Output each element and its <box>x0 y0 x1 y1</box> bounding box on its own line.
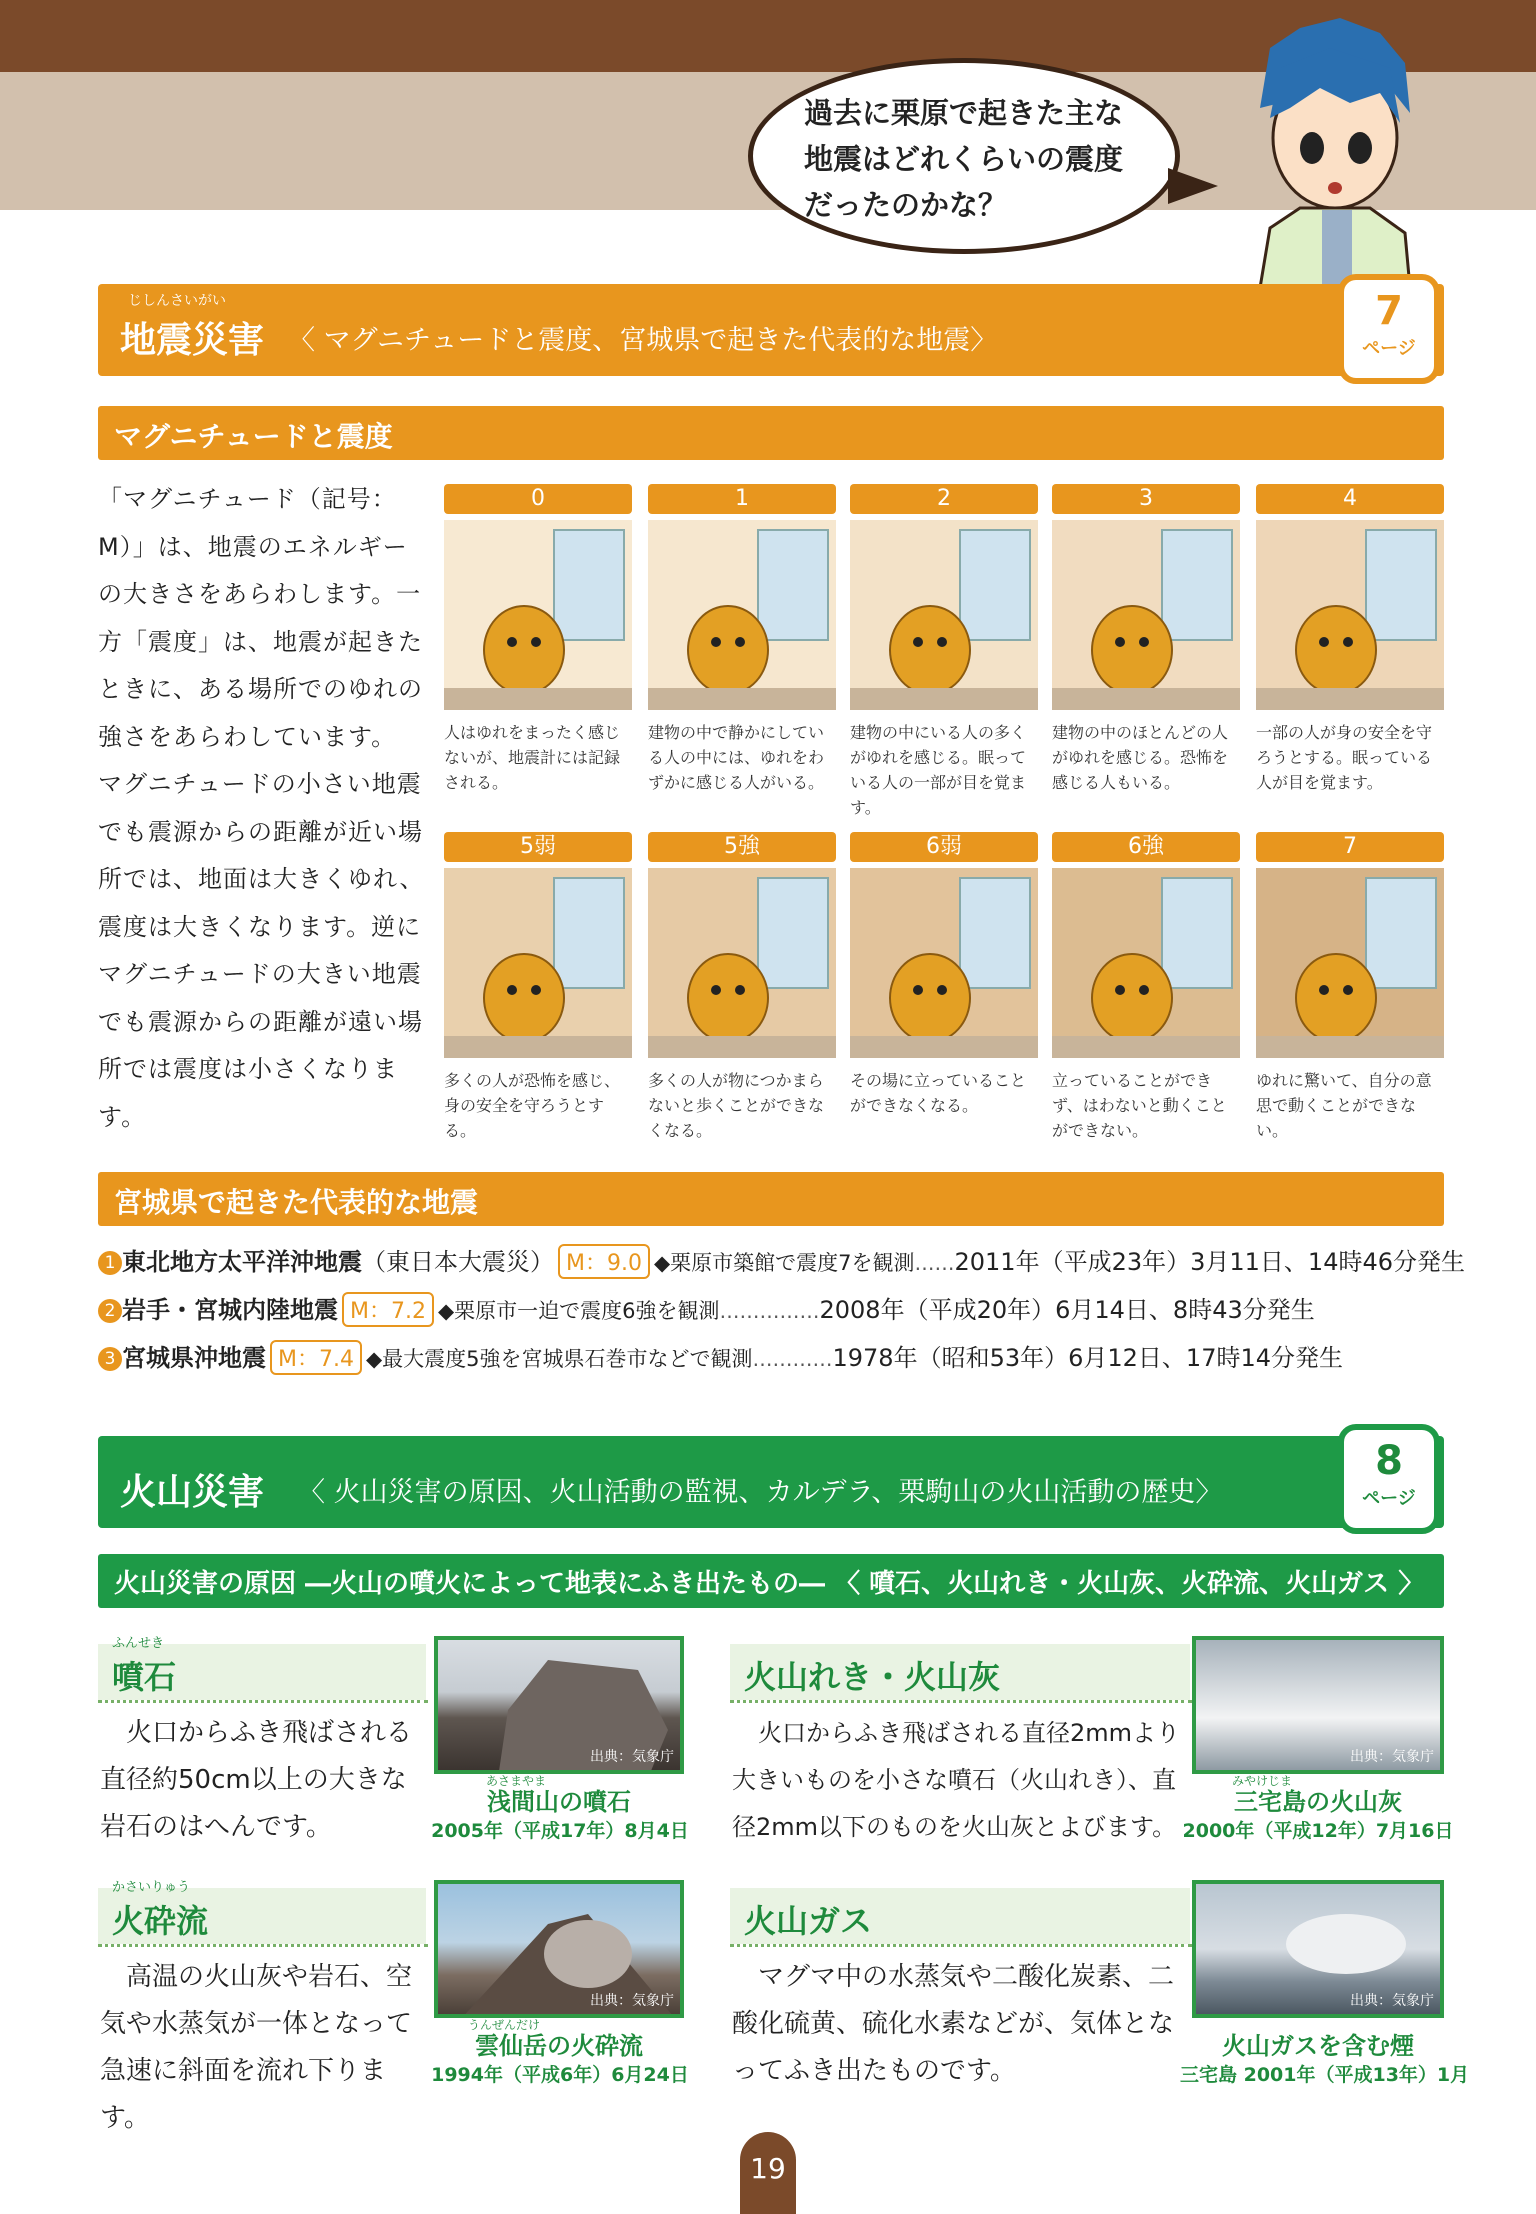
volcano-section-bar <box>98 1436 1444 1528</box>
intensity-description: 立っていることができず、はわないと動くことができない。 <box>1052 1071 1227 1140</box>
quake-magnitude: M：7.4 <box>270 1340 362 1375</box>
intensity-level-label: 7 <box>1256 832 1444 862</box>
quake-note: ◆最大震度5強を宮城県石巻市などで観測 <box>365 1347 753 1371</box>
speech-bubble-tail <box>1168 168 1218 204</box>
page-ref-label: ページ <box>1362 1488 1416 1509</box>
card-text-kasairyu: 高温の火山灰や岩石、空気や水蒸気が一体となって急速に斜面を流れ下ります。 <box>100 1962 413 2133</box>
magnitude-intro-text: 「マグニチュード（記号：M）」は、地震のエネルギーの大きさをあらわします。一方「震度」は、地震が起きたときに、ある場所でのゆれの強さをあらわしています。 マグニチュードの小さい地震でも震源からの距離が近い場所では、地面は大きくゆれ、震度は大きくなります。逆にマグニチュードの大きい地震でも震源からの距離が遠い場所では震度は小さくなります。 <box>98 485 425 1131</box>
earthquake-section-bar <box>98 284 1444 376</box>
quake-magnitude: M：9.0 <box>558 1244 650 1279</box>
quake-magnitude: M：7.2 <box>342 1292 434 1327</box>
magnitude-subsection-bar: マグニチュードと震度 <box>98 406 1444 460</box>
card-title-text: 火砕流 <box>112 1902 209 1940</box>
intensity-level-label: 1 <box>648 484 836 514</box>
intensity-description: 建物の中で静かにしている人の中には、ゆれをわずかに感じる人がいる。 <box>648 723 825 792</box>
speech-line-1: 過去に栗原で起きた主な <box>804 96 1124 130</box>
quake-row <box>98 1290 1315 1327</box>
card-divider <box>730 1944 1192 1947</box>
photo-credit: 出典：気象庁 <box>1350 1749 1434 1765</box>
quake-date: 2011年（平成23年）3月11日、14時46分発生 <box>954 1248 1466 1276</box>
card-divider <box>98 1944 428 1947</box>
date-funseki: 2005年（平成17年）8月4日 <box>431 1820 689 1842</box>
photo-gas <box>1192 1880 1444 2018</box>
speech-line-2: 地震はどれくらいの震度 <box>804 142 1124 176</box>
quake-note: ◆栗原市築館で震度7を観測 <box>653 1251 915 1275</box>
date-kasairyu: 1994年（平成6年）6月24日 <box>431 2064 689 2086</box>
card-ruby-funseki: ふんせき <box>112 1636 165 1651</box>
photo-credit: 出典：気象庁 <box>590 1749 674 1765</box>
intensity-description: 建物の中のほとんどの人がゆれを感じる。恐怖を感じる人もいる。 <box>1052 723 1229 792</box>
page-ref-number: 7 <box>1375 288 1403 334</box>
page-ref-7[interactable] <box>1338 274 1440 384</box>
card-text-reki: 火口からふき飛ばされる直径2mmより大きいものを小さな噴石（火山れき）、直径2mm以下のものを火山灰とよびます。 <box>732 1719 1181 1841</box>
intensity-illustration <box>1256 520 1444 710</box>
intensity-illustration <box>1256 868 1444 1058</box>
caption-ruby-funseki: あさまやま <box>486 1774 547 1788</box>
intensity-level-label: 0 <box>444 484 632 514</box>
quake-number: 2 <box>98 1299 122 1323</box>
quake-number: 1 <box>98 1251 122 1275</box>
card-title-text: 火山ガス <box>744 1902 873 1940</box>
quake-date: 2008年（平成20年）6月14日、8時43分発生 <box>819 1296 1315 1324</box>
date-gas: 三宅島 2001年（平成13年）1月 <box>1180 2064 1470 2086</box>
caption-ruby-reki: みやけじま <box>1232 1774 1293 1788</box>
quake-date: 1978年（昭和53年）6月12日、17時14分発生 <box>832 1344 1344 1372</box>
quake-alias: （東日本大震災） <box>362 1248 554 1276</box>
quake-dots: ………… <box>752 1347 833 1371</box>
card-title-text: 噴石 <box>112 1658 177 1696</box>
intensity-description: 建物の中にいる人の多くがゆれを感じる。眠っている人の一部が目を覚ます。 <box>850 723 1027 817</box>
card-divider <box>730 1700 1192 1703</box>
page-number: 19 <box>740 2132 796 2214</box>
page-ref-number: 8 <box>1375 1438 1403 1484</box>
card-title-gas <box>730 1888 1190 1944</box>
card-text-gas: マグマ中の水蒸気や二酸化炭素、二酸化硫黄、硫化水素などが、気体となってふき出たものです。 <box>732 1962 1175 2086</box>
card-ruby-kasairyu: かさいりゅう <box>112 1880 191 1895</box>
intensity-description: 多くの人が物につかまらないと歩くことができなくなる。 <box>648 1071 825 1140</box>
intensity-illustration <box>444 868 632 1058</box>
quake-name: 岩手・宮城内陸地震 <box>122 1296 338 1324</box>
intensity-description: ゆれに驚いて、自分の意思で動くことができない。 <box>1256 1071 1432 1140</box>
intensity-level-label: 6強 <box>1052 832 1240 862</box>
intensity-cell <box>648 484 836 795</box>
quake-number: 3 <box>98 1347 122 1371</box>
intensity-cell <box>1256 484 1444 795</box>
caption-gas: 火山ガスを含む煙 <box>1222 2032 1414 2060</box>
boy-character-illustration <box>1240 18 1420 288</box>
intensity-cell <box>1052 832 1240 1143</box>
card-title-funseki <box>98 1644 426 1700</box>
intensity-cell <box>1256 832 1444 1143</box>
intensity-level-label: 4 <box>1256 484 1444 514</box>
intensity-level-label: 5弱 <box>444 832 632 862</box>
intensity-level-label: 3 <box>1052 484 1240 514</box>
intensity-illustration <box>648 868 836 1058</box>
page-ref-8[interactable] <box>1338 1424 1440 1534</box>
intensity-cell <box>1052 484 1240 795</box>
card-text-funseki: 火口からふき飛ばされる直径約50cm以上の大きな岩石のはへんです。 <box>100 1718 413 1842</box>
volcano-section-subtitle: 〈 火山災害の原因、火山活動の監視、カルデラ、栗駒山の火山活動の歴史〉 <box>298 1477 1223 1508</box>
quake-row <box>98 1242 1465 1279</box>
speech-line-3: だったのかな？ <box>804 188 1008 222</box>
quake-note: ◆栗原市一迫で震度6強を観測 <box>437 1299 720 1323</box>
card-divider <box>98 1700 428 1703</box>
date-reki: 2000年（平成12年）7月16日 <box>1182 1820 1454 1842</box>
page-ref-label: ページ <box>1362 338 1416 359</box>
intensity-description: 一部の人が身の安全を守ろうとする。眠っている人が目を覚ます。 <box>1256 723 1433 792</box>
earthquake-section-subtitle: 〈 マグニチュードと震度、宮城県で起きた代表的な地震〉 <box>288 325 998 356</box>
photo-kasairyu <box>434 1880 684 2018</box>
card-title-reki <box>730 1644 1190 1700</box>
card-title-text: 火山れき・火山灰 <box>744 1658 1001 1696</box>
quake-name: 宮城県沖地震 <box>122 1344 266 1372</box>
speech-text <box>804 90 1144 228</box>
intensity-level-label: 6弱 <box>850 832 1038 862</box>
intensity-illustration <box>648 520 836 710</box>
quake-dots: …………… <box>719 1299 820 1323</box>
intensity-description: 多くの人が恐怖を感じ、身の安全を守ろうとする。 <box>444 1071 621 1140</box>
photo-funseki <box>434 1636 684 1774</box>
intensity-description: その場に立っていることができなくなる。 <box>850 1071 1027 1115</box>
intensity-illustration <box>850 520 1038 710</box>
caption-reki: 三宅島の火山灰 <box>1234 1788 1402 1816</box>
card-title-kasairyu <box>98 1888 426 1944</box>
intensity-cell <box>850 832 1038 1118</box>
intensity-illustration <box>850 868 1038 1058</box>
quake-name: 東北地方太平洋沖地震 <box>122 1248 362 1276</box>
section-title-ruby: じしんさいがい <box>128 293 226 309</box>
intensity-level-label: 5強 <box>648 832 836 862</box>
intensity-level-label: 2 <box>850 484 1038 514</box>
intensity-cell <box>648 832 836 1143</box>
intensity-cell <box>444 484 632 795</box>
intensity-cell <box>444 832 632 1143</box>
volcano-cause-bar: 火山災害の原因 ―火山の噴火によって地表にふき出たもの― 〈 噴石、火山れき・火山灰、火砕流、火山ガス 〉 <box>98 1554 1444 1608</box>
intensity-cell <box>850 484 1038 820</box>
intensity-illustration <box>1052 520 1240 710</box>
intensity-description: 人はゆれをまったく感じないが、地震計には記録される。 <box>444 723 621 792</box>
caption-kasairyu: 雲仙岳の火砕流 <box>475 2032 643 2060</box>
photo-reki <box>1192 1636 1444 1774</box>
caption-funseki: 浅間山の噴石 <box>487 1788 631 1816</box>
intensity-illustration <box>444 520 632 710</box>
volcano-section-title: 火山災害 <box>120 1472 265 1513</box>
earthquake-section-title: 地震災害 <box>120 320 265 361</box>
quake-row <box>98 1338 1343 1375</box>
caption-ruby-kasairyu: うんぜんだけ <box>468 2018 541 2032</box>
quake-dots: …… <box>914 1251 955 1275</box>
intensity-illustration <box>1052 868 1240 1058</box>
photo-credit: 出典：気象庁 <box>590 1993 674 2009</box>
photo-credit: 出典：気象庁 <box>1350 1993 1434 2009</box>
major-quakes-bar: 宮城県で起きた代表的な地震 <box>98 1172 1444 1226</box>
